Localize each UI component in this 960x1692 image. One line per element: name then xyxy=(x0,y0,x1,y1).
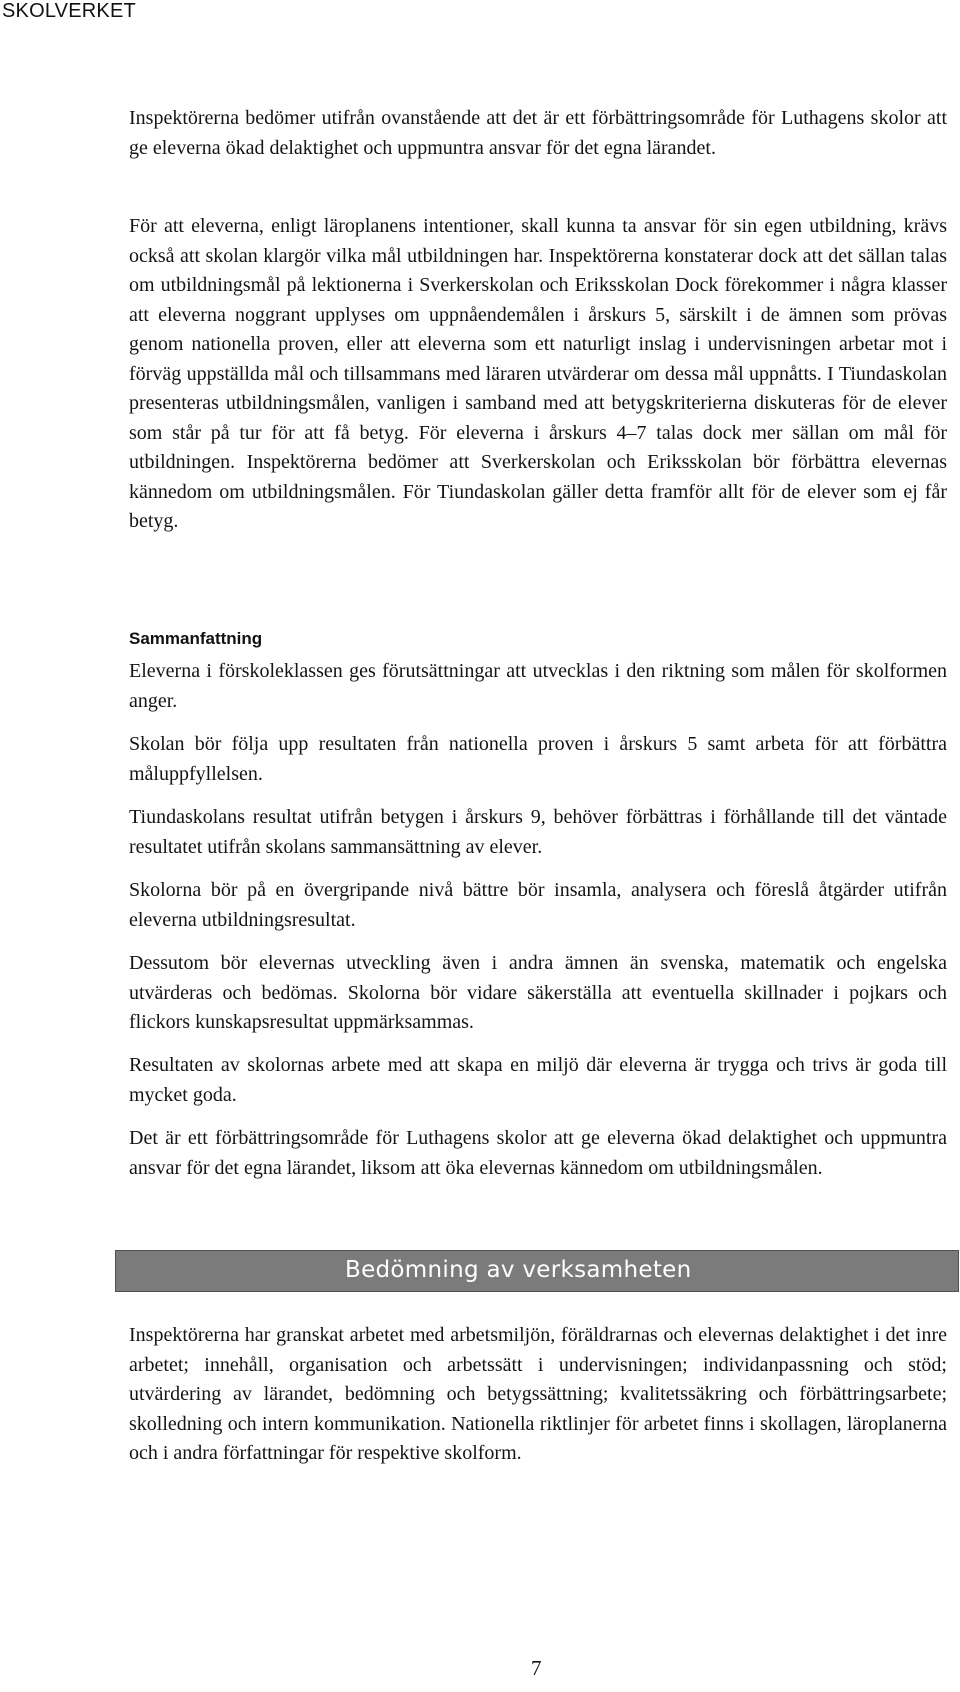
intro-paragraph-2-block xyxy=(129,212,947,537)
summary-paragraph-1-block xyxy=(129,657,947,716)
summary-paragraph-5: Dessutom bör elevernas utveckling även i andra ämnen än svenska, matematik och engelska utvärderas och bedömas. Skolorna bör vidare säkerställa att eventuella skillnader i pojkars och flickors kunskapsresultat uppmärksammas. xyxy=(129,952,947,1033)
summary-paragraph-4: Skolorna bör på en övergripande nivå bättre bör insamla, analysera och föreslå åtgärder utifrån eleverna utbildningsresultat. xyxy=(129,879,947,931)
summary-paragraph-7-block xyxy=(129,1124,947,1183)
summary-paragraph-7: Det är ett förbättringsområde för Luthagens skolor att ge eleverna ökad delaktighet och uppmuntra ansvar för det egna lärandet, liksom att öka elevernas kännedom om utbildningsmålen. xyxy=(129,1127,947,1179)
section-title: Bedömning av verksamheten xyxy=(345,1257,692,1283)
section-paragraph-block xyxy=(129,1321,947,1469)
summary-paragraph-3: Tiundaskolans resultat utifrån betygen i årskurs 9, behöver förbättras i förhållande till det väntade resultatet utifrån skolans sammansättning av elever. xyxy=(129,806,947,858)
summary-paragraph-4-block xyxy=(129,876,947,935)
summary-paragraph-5-block xyxy=(129,949,947,1038)
section-paragraph: Inspektörerna har granskat arbetet med arbetsmiljön, föräldrarnas och elevernas delaktighet i det inre arbetet; innehåll, organisation och arbetssätt i undervisningen; individanpassning och stöd; utvärdering av lärandet, bedömning och betygssättning; kvalitetssäkring och förbättringsarbete; skolledning och intern kommunikation. Nationella riktlinjer för arbetet finns i skollagen, läroplanerna och i andra författningar för respektive skolform. xyxy=(129,1324,947,1464)
summary-paragraph-2-block xyxy=(129,730,947,789)
intro-paragraph-2: För att eleverna, enligt läroplanens intentioner, skall kunna ta ansvar för sin egen utbildning, krävs också att skolan klargör vilka mål utbildningen har. Inspektörerna konstaterar dock att det sällan talas om utbildningsmål på lektionerna i Sverkerskolan och Eriksskolan Dock förekommer i några klasser att eleverna noggrant upplyses om uppnåendemålen i årskurs 5, särskilt i de ämnen som prövas genom nationella proven, eller att eleverna som ett naturligt inslag i undervisningen arbetar mot i förväg uppställda mål och tillsammans med läraren utvärderar om dessa mål uppnåtts. I Tiundaskolan presenteras utbildningsmålen, vanligen i samband med att betygskriterierna diskuteras för de elever som står på tur för att få betyg. För eleverna i årskurs 4–7 talas dock mer sällan om mål för utbildningen. Inspektörerna bedömer att Sverkerskolan och Eriksskolan bör förbättra elevernas kännedom om utbildningsmålen. För Tiundaskolan gäller detta framför allt för de elever som ej får betyg. xyxy=(129,215,947,532)
section-title-bar xyxy=(115,1250,959,1292)
summary-paragraph-6-block xyxy=(129,1051,947,1110)
running-header: SKOLVERKET xyxy=(2,0,136,22)
summary-heading: Sammanfattning xyxy=(129,629,263,648)
summary-paragraph-6: Resultaten av skolornas arbete med att skapa en miljö där eleverna är trygga och trivs är goda till mycket goda. xyxy=(129,1054,947,1106)
summary-paragraph-2: Skolan bör följa upp resultaten från nationella proven i årskurs 5 samt arbeta för att förbättra måluppfyllelsen. xyxy=(129,733,947,785)
intro-paragraph-1: Inspektörerna bedömer utifrån ovanstående att det är ett förbättringsområde för Luthagens skolor att ge eleverna ökad delaktighet och uppmuntra ansvar för det egna lärandet. xyxy=(129,107,947,159)
summary-paragraph-3-block xyxy=(129,803,947,862)
summary-paragraph-1: Eleverna i förskoleklassen ges förutsättningar att utvecklas i den riktning som målen för skolformen anger. xyxy=(129,660,947,712)
page-number: 7 xyxy=(531,1656,542,1680)
intro-paragraph-1-block xyxy=(129,104,947,163)
